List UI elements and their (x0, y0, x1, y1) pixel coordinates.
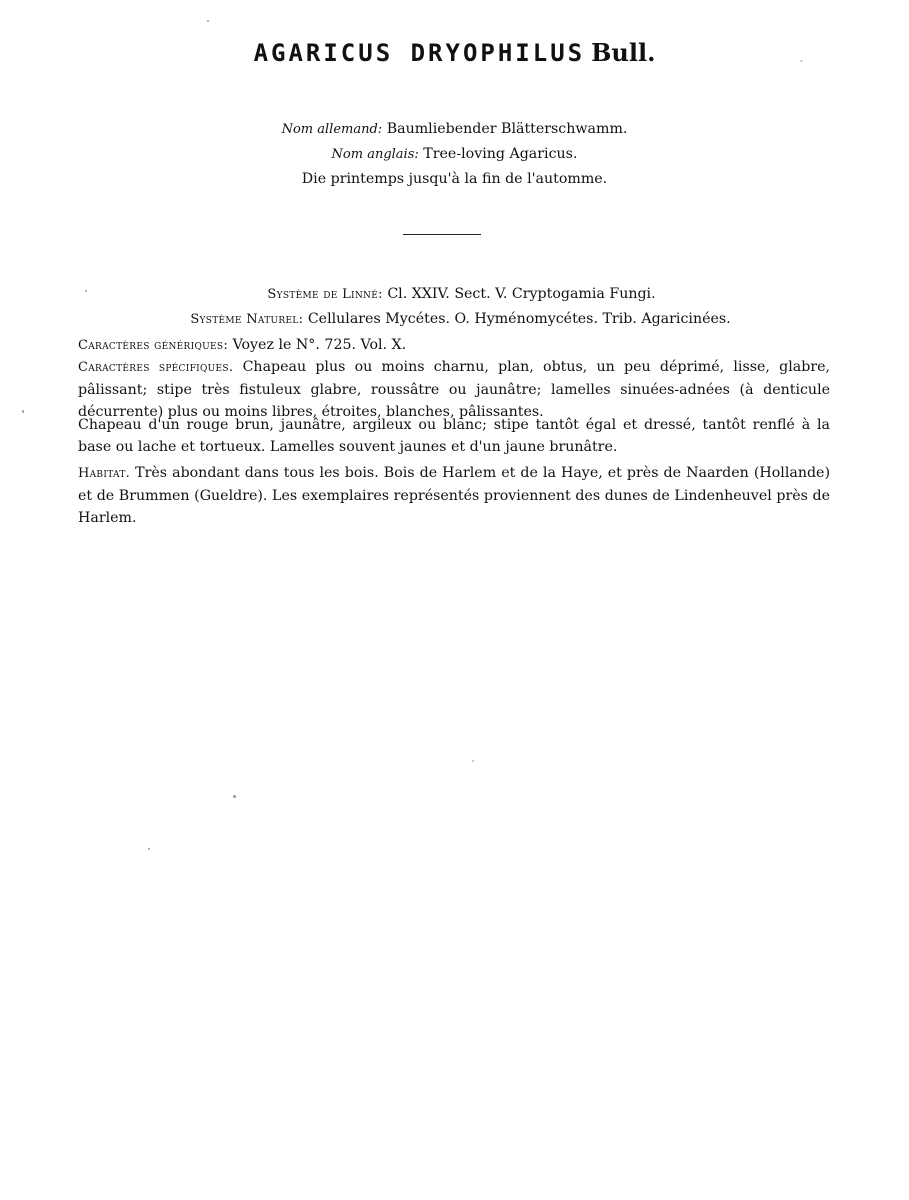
english-name-label: Nom anglais: (331, 147, 419, 162)
natural-system-line (6, 311, 909, 327)
specific-characters-text: Chapeau plus ou moins charnu, plan, obtus, un peu déprimé, lisse, glabre, pâlissant; stipe très fistuleux glabre, roussâtre ou jaunâtre; lamelles sinuées-adnées (à denticule décurrente) plus ou moins libres, étroites, blanches, pâlissantes. (78, 359, 831, 420)
paper-speck (22, 410, 24, 413)
paper-speck (85, 290, 87, 292)
generic-characters-paragraph (78, 334, 830, 357)
english-name-value: Tree-loving Agaricus. (423, 146, 578, 162)
species-title (0, 38, 909, 67)
german-name-value: Baumliebender Blätterschwamm. (386, 121, 628, 137)
description-paragraph (78, 414, 830, 458)
specific-characters-label: Caractères spécifiques. (78, 360, 234, 375)
species-name: AGARICUS DRYOPHILUS (253, 39, 586, 67)
generic-characters-label: Caractères génériques: (78, 338, 229, 353)
paper-speck (472, 760, 474, 762)
habitat-text: Très abondant dans tous les bois. Bois de Harlem et de la Haye, et près de Naarden (Hollande) et de Brummen (Gueldre). Les exemplaires représentés proviennent des dunes de Lindenheuvel près de Harlem. (78, 465, 830, 526)
linne-system-label: Système de Linné: (267, 287, 383, 302)
divider-rule (403, 234, 481, 235)
species-author: Bull. (591, 38, 656, 67)
description-text: Chapeau d'un rouge brun, jaunâtre, argileux ou blanc; stipe tantôt égal et dressé, tantôt renflé à la base ou lache et tortueux. Lamelles souvent jaunes et d'un jaune brunâtre. (78, 417, 830, 455)
natural-system-value: Cellulares Mycétes. O. Hyménomycétes. Trib. Agaricinées. (307, 311, 731, 327)
common-names-block (0, 117, 909, 192)
generic-characters-value: Voyez le N°. 725. Vol. X. (232, 337, 407, 353)
paper-speck (800, 60, 803, 62)
paper-speck (233, 795, 236, 798)
linne-system-line (7, 286, 909, 302)
natural-system-label: Système Naturel: (190, 312, 304, 327)
habitat-label: Habitat. (78, 466, 131, 481)
habitat-paragraph (78, 462, 830, 529)
german-name-line (0, 117, 909, 142)
english-name-line (0, 142, 909, 167)
linne-system-value: Cl. XXIV. Sect. V. Cryptogamia Fungi. (387, 286, 656, 302)
german-name-label: Nom allemand: (281, 122, 383, 137)
paper-speck (207, 20, 209, 22)
specific-characters-paragraph (78, 356, 830, 423)
season-line: Die printemps jusqu'à la fin de l'automme. (301, 171, 608, 187)
paper-speck (148, 848, 150, 850)
